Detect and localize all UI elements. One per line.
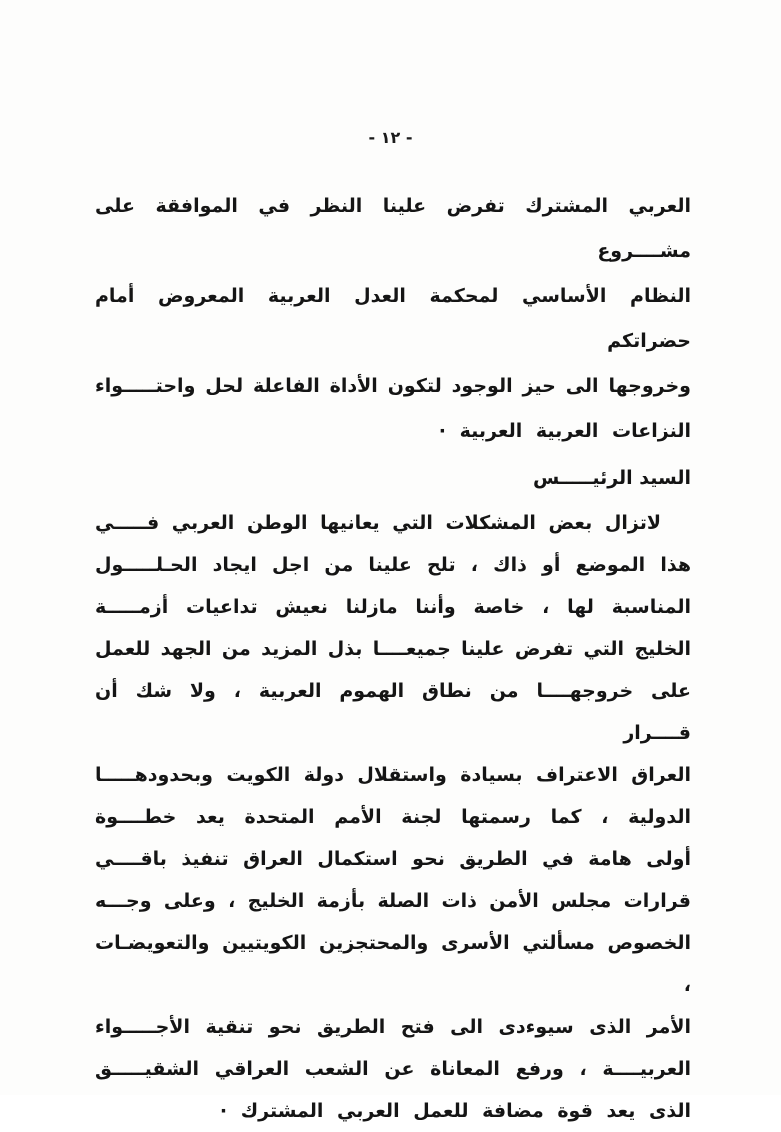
paragraph-line: أولى هامة في الطريق نحو استكمال العراق تنفيذ باقــــي	[95, 848, 691, 870]
paragraph-line: النزاعات العربية العربية ·	[438, 420, 691, 442]
paragraph-1	[95, 184, 691, 454]
paragraph-line: الدولية ، كما رسمتها لجنة الأمم المتحدة يعد خطــــوة	[95, 806, 691, 828]
paragraph-line: العربيــــة ، ورفع المعاناة عن الشعب العراقي الشقيـــــق	[95, 1058, 691, 1080]
page-number: - ١٢ -	[368, 128, 413, 147]
section-heading: السيد الرئيـــــس	[532, 467, 691, 489]
paragraph-line: لاتزال بعض المشكلات التي يعانيها الوطن العربي فـــــي	[95, 512, 661, 534]
paragraph-line: المناسبة لها ، خاصة وأننا مازلنا نعيش تداعيات أزمـــــة	[95, 596, 691, 618]
paragraph-line: على خروجهــــا من نطاق الهموم العربية ، ولا شك أن قــــرار	[95, 680, 691, 744]
paragraph-line: العربي المشترك تفرض علينا النظر في الموافقة على مشــــروع	[95, 195, 691, 262]
paragraph-line: وخروجها الى حيز الوجود لتكون الأداة الفاعلة لحل واحتـــــواء	[95, 375, 691, 397]
paragraph-line: الخليج التي تفرض علينا جميعــــا بذل المزيد من الجهد للعمل	[95, 638, 691, 660]
paragraph-line: الذى يعد قوة مضافة للعمل العربي المشترك ·	[219, 1100, 691, 1122]
paragraph-line: العراق الاعتراف بسيادة واستقلال دولة الكويت وبحدودهـــــا	[95, 764, 691, 786]
paragraph-line: النظام الأساسي لمحكمة العدل العربية المعروض أمام حضراتكم	[95, 285, 691, 352]
paragraph-line: قرارات مجلس الأمن ذات الصلة بأزمة الخليج ، وعلى وجـــه	[95, 890, 691, 912]
paragraph-2	[95, 502, 691, 1132]
paragraph-line: هذا الموضع أو ذاك ، تلح علينا من اجل ايجاد الحـلـــــول	[95, 554, 691, 576]
page-content	[95, 184, 691, 1132]
paragraph-line: الخصوص مسألتي الأسرى والمحتجزين الكويتيين والتعويضـات ،	[95, 932, 691, 996]
paragraph-line: الأمر الذى سيوءدى الى فتح الطريق نحو تنقية الأجـــــواء	[95, 1016, 691, 1038]
